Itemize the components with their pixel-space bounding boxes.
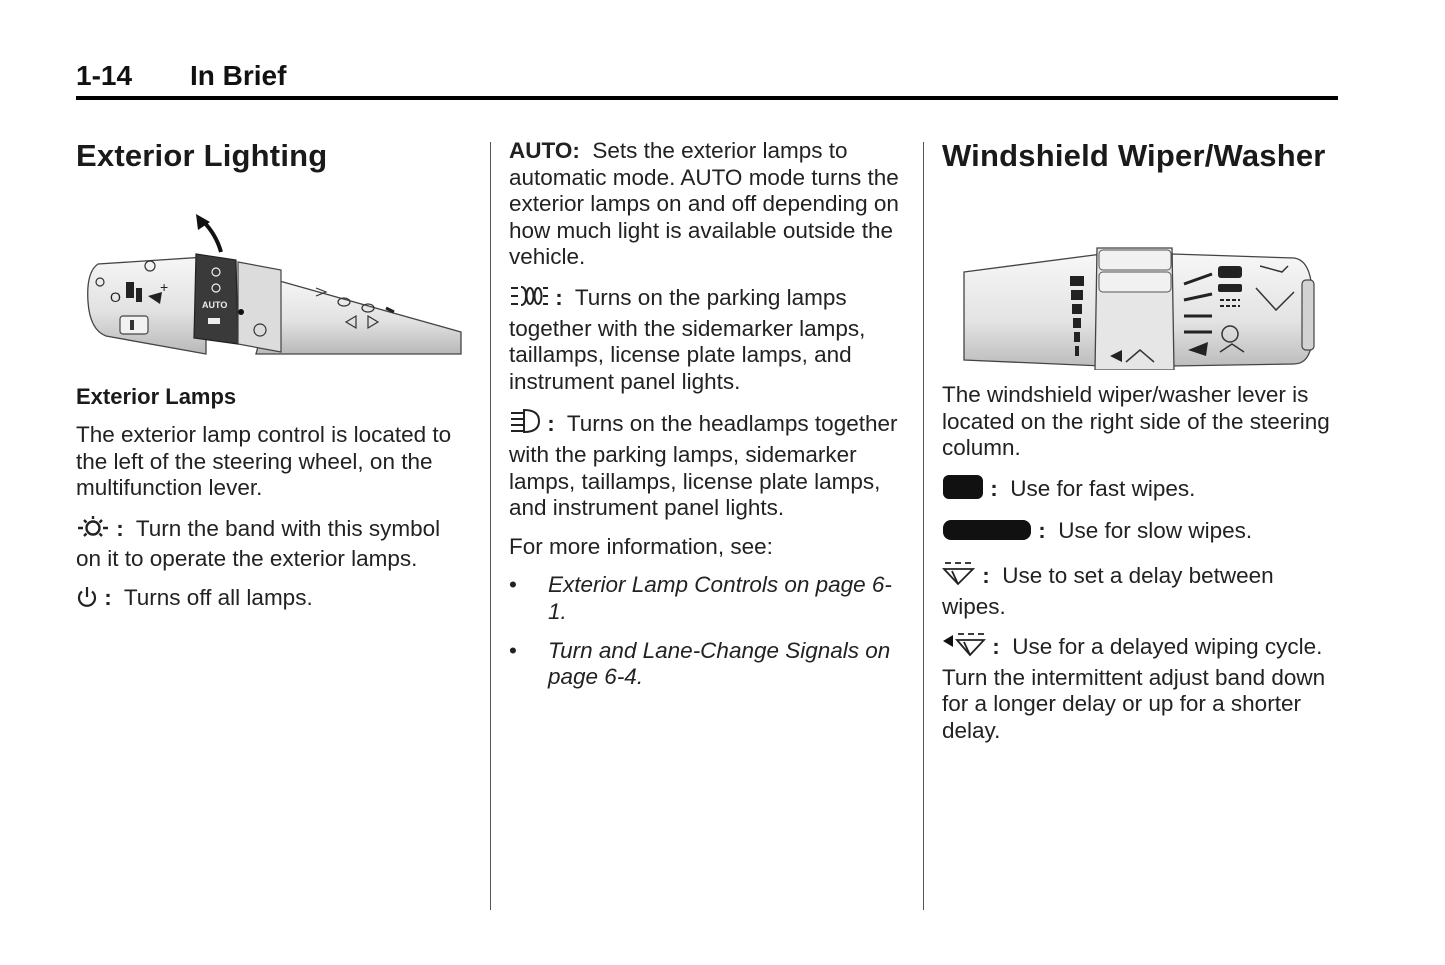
reference-list (509, 572, 904, 690)
more-info: For more information, see: (509, 533, 773, 559)
headlamps-item (509, 407, 904, 521)
column-windshield-wiper (942, 138, 1338, 745)
exterior-lamp-band-item (76, 514, 471, 573)
fast-wipe-icon (942, 474, 984, 507)
page-number: 1-14 (76, 60, 133, 91)
delay-wipe-icon (942, 561, 976, 594)
column-lamp-modes (509, 138, 904, 691)
lever-label-auto: AUTO (202, 300, 228, 310)
exterior-lighting-title: Exterior Lighting (76, 138, 328, 173)
headlamps-icon (509, 407, 541, 442)
separator: : (1038, 518, 1046, 544)
wiper-intro: The windshield wiper/washer lever is located on the right side of the steering column. (942, 382, 1330, 461)
reference-exterior-lamp-controls[interactable]: Exterior Lamp Controls on page 6-1. (548, 572, 892, 624)
parking-lamps-text: Turns on the parking lamps together with the sidemarker lamps, taillamps, license plate lamps, and instrument panel lights. (509, 284, 866, 394)
exterior-lamp-lever-illustration (76, 212, 471, 367)
auto-item (509, 138, 904, 271)
slow-wipe-item (942, 518, 1338, 549)
fast-wipe-item (942, 474, 1338, 507)
separator: : (116, 515, 124, 541)
lever-label-plus: + (160, 279, 169, 295)
auto-text: Sets the exterior lamps to automatic mode. AUTO mode turns the exterior lamps on and off depending on how much light is available outside the vehicle. (509, 138, 899, 270)
column-divider-right (923, 142, 924, 910)
windshield-wiper-title: Windshield Wiper/Washer (942, 138, 1326, 173)
exterior-lamp-band-text: Turn the band with this symbol on it to operate the exterior lamps. (76, 515, 441, 572)
power-off-text: Turns off all lamps. (123, 584, 313, 610)
reference-turn-signals[interactable]: Turn and Lane-Change Signals on page 6-4. (548, 637, 891, 690)
delayed-wiping-cycle-item (942, 632, 1338, 744)
wiper-lever-illustration (942, 210, 1338, 370)
parking-lamps-item (509, 283, 904, 395)
separator: : (982, 562, 990, 588)
fast-wipe-text: Use for fast wipes. (1010, 475, 1196, 501)
power-off-icon (76, 585, 98, 616)
lever-label-o: O (110, 289, 121, 305)
delay-wipe-item (942, 561, 1338, 620)
reference-item[interactable] (509, 638, 904, 691)
headlamps-text: Turns on the headlamps together with the parking lamps, sidemarker lamps, taillamps, license plate lamps, and instrument panel lights. (509, 411, 898, 521)
reference-item[interactable] (509, 572, 904, 625)
exterior-lamps-subheading: Exterior Lamps (76, 384, 237, 409)
delayed-wiping-cycle-icon (942, 632, 986, 665)
bullet: • (509, 637, 517, 663)
delayed-wiping-cycle-text: Use for a delayed wiping cycle. Turn the intermittent adjust band down for a longer delay or up for a shorter delay. (942, 634, 1326, 743)
power-off-item (76, 585, 471, 616)
bullet: • (509, 572, 517, 598)
separator: : (990, 475, 998, 501)
slow-wipe-icon (942, 518, 1032, 549)
slow-wipe-text: Use for slow wipes. (1058, 518, 1253, 544)
exterior-lamp-band-icon (76, 514, 110, 547)
column-divider-left (490, 142, 491, 910)
page-header (76, 60, 1338, 100)
auto-label: AUTO: (509, 138, 580, 163)
separator: : (547, 411, 555, 437)
column-exterior-lighting (76, 138, 471, 616)
section-name: In Brief (190, 60, 287, 91)
delay-wipe-text: Use to set a delay between wipes. (942, 562, 1274, 619)
exterior-lamps-intro: The exterior lamp control is located to the left of the steering wheel, on the multifunction lever. (76, 422, 452, 501)
separator: : (992, 634, 1000, 660)
parking-lamps-icon (509, 283, 549, 316)
separator: : (104, 584, 112, 610)
separator: : (555, 284, 563, 310)
